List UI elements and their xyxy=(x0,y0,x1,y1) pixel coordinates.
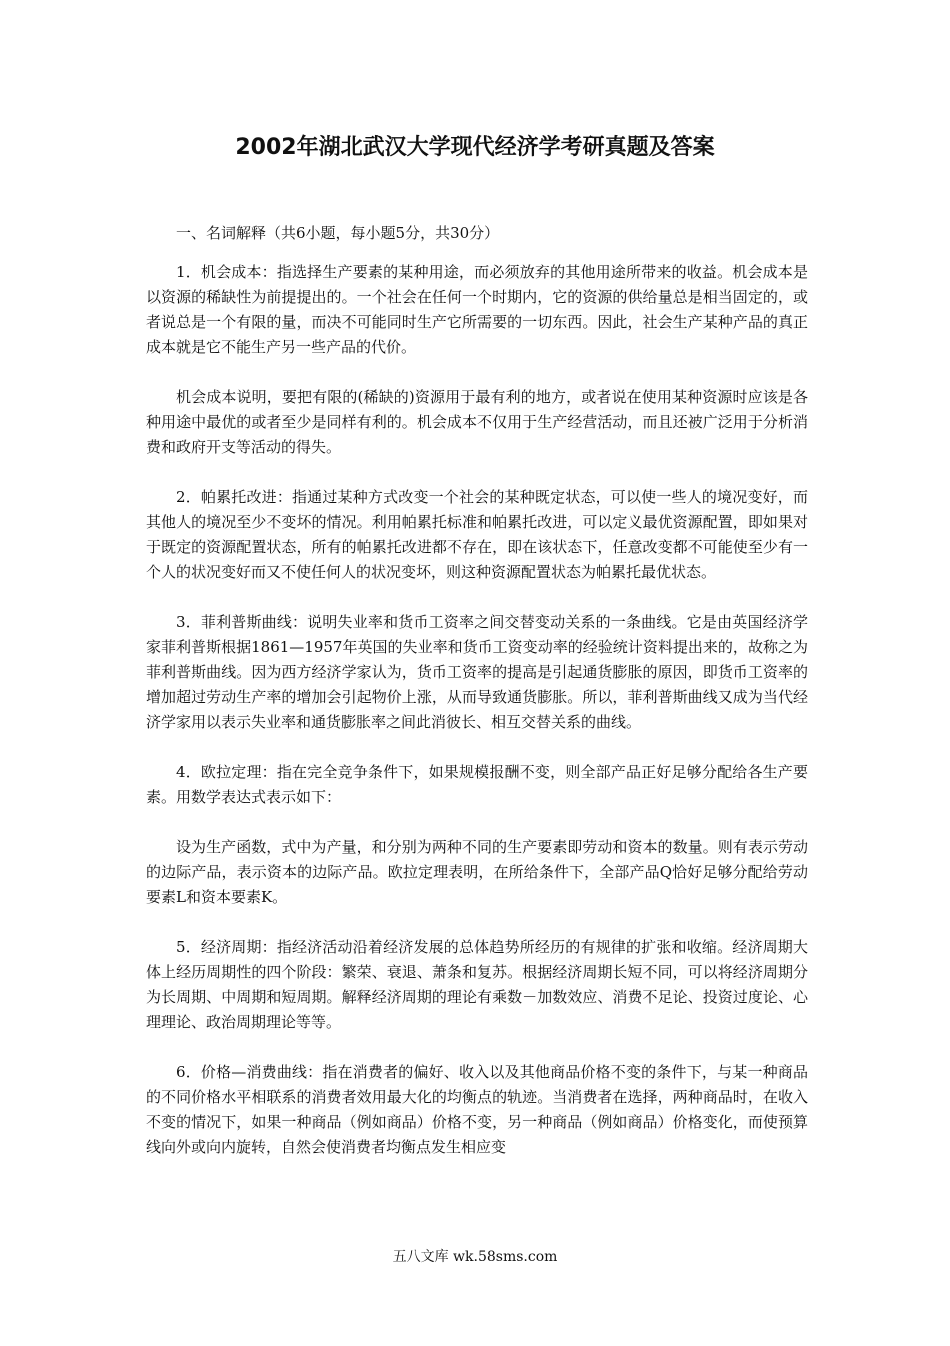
paragraph-phillips-curve: 3．菲利普斯曲线：说明失业率和货币工资率之间交替变动关系的一条曲线。它是由英国经济学家菲利普斯根据1861—1957年英国的失业率和货币工资变动率的经验统计资料提出来的，故称之为菲利普斯曲线。因为西方经济学家认为，货币工资率的提高是引起通货膨胀的原因，即货币工资率的增加超过劳动生产率的增加会引起物价上涨，从而导致通货膨胀。所以，菲利普斯曲线又成为当代经济学家用以表示失业率和通货膨胀率之间此消彼长、相互交替关系的曲线。 xyxy=(146,613,808,731)
document-title: 2002年湖北武汉大学现代经济学考研真题及答案 xyxy=(235,135,715,160)
document-body xyxy=(146,221,808,1185)
paragraph-opportunity-cost: 1．机会成本：指选择生产要素的某种用途，而必须放弃的其他用途所带来的收益。机会成本是以资源的稀缺性为前提提出的。一个社会在任何一个时期内，它的资源的供给量总是相当固定的，或者说总是一个有限的量，而决不可能同时生产它所需要的一切东西。因此，社会生产某种产品的真正成本就是它不能生产另一些产品的代价。 xyxy=(146,263,808,356)
paragraph-price-consumption-curve: 6．价格—消费曲线：指在消费者的偏好、收入以及其他商品价格不变的条件下，与某一种商品的不同价格水平相联系的消费者效用最大化的均衡点的轨迹。当消费者在选择，两种商品时，在收入不变的情况下，如果一种商品（例如商品）价格不变，另一种商品（例如商品）价格变化，而使预算线向外或向内旋转，自然会使消费者均衡点发生相应变 xyxy=(146,1063,808,1156)
paragraph-opportunity-cost-explanation: 机会成本说明，要把有限的(稀缺的)资源用于最有利的地方，或者说在使用某种资源时应该是各种用途中最优的或者至少是同样有利的。机会成本不仅用于生产经营活动，而且还被广泛用于分析消费和政府开支等活动的得失。 xyxy=(146,388,808,456)
paragraph-euler-theorem: 4．欧拉定理：指在完全竞争条件下，如果规模报酬不变，则全部产品正好足够分配给各生产要素。用数学表达式表示如下： xyxy=(146,763,808,806)
paragraph-pareto-improvement: 2．帕累托改进：指通过某种方式改变一个社会的某种既定状态，可以使一些人的境况变好，而其他人的境况至少不变坏的情况。利用帕累托标准和帕累托改进，可以定义最优资源配置，即如果对于既定的资源配置状态，所有的帕累托改进都不存在，即在该状态下，任意改变都不可能使至少有一个人的状况变好而又不使任何人的状况变坏，则这种资源配置状态为帕累托最优状态。 xyxy=(146,488,808,581)
page-footer: 五八文库 wk.58sms.com xyxy=(392,1249,558,1265)
paragraph-business-cycle: 5．经济周期：指经济活动沿着经济发展的总体趋势所经历的有规律的扩张和收缩。经济周期大体上经历周期性的四个阶段：繁荣、衰退、萧条和复苏。根据经济周期长短不同，可以将经济周期分为长周期、中周期和短周期。解释经济周期的理论有乘数－加数效应、消费不足论、投资过度论、心理理论、政治周期理论等等。 xyxy=(146,938,808,1031)
section-heading: 一、名词解释（共6小题，每小题5分，共30分） xyxy=(176,224,500,242)
paragraph-euler-theorem-explanation: 设为生产函数，式中为产量，和分别为两种不同的生产要素即劳动和资本的数量。则有表示劳动的边际产品，表示资本的边际产品。欧拉定理表明，在所给条件下，全部产品Q恰好足够分配给劳动要素L和资本要素K。 xyxy=(146,838,808,906)
